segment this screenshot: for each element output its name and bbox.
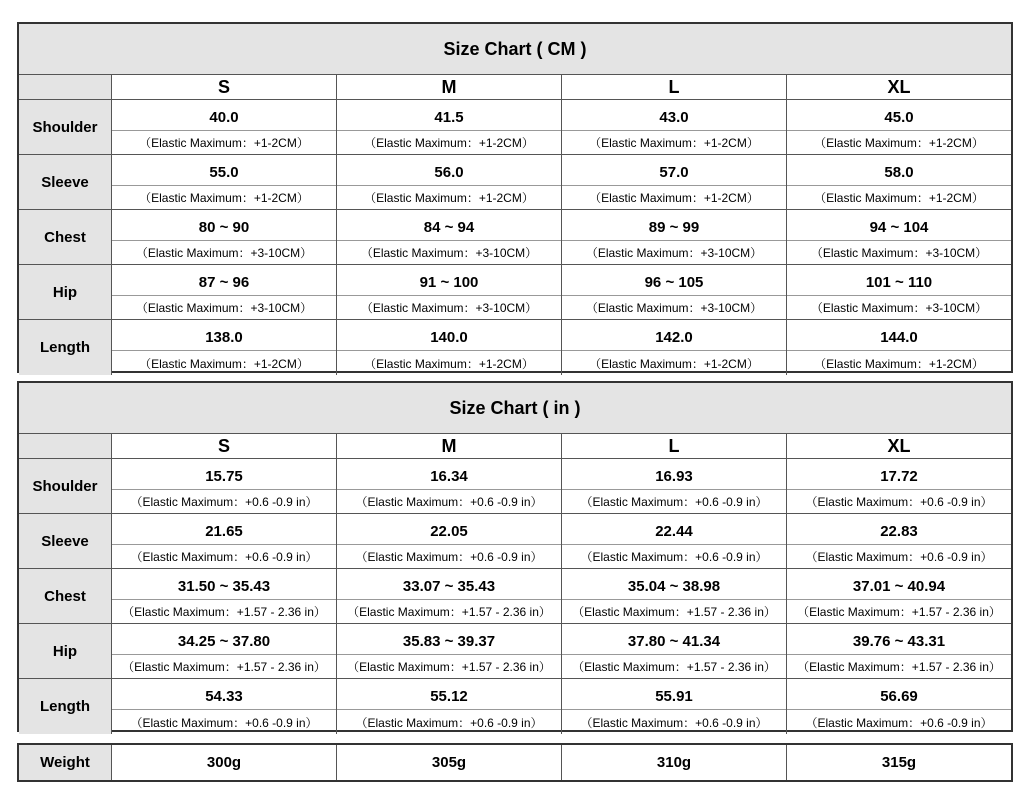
elastic-note: （Elastic Maximum：+0.6 -0.9 in） [355,495,543,509]
measurement-cell [112,679,337,734]
measurement-cell [562,459,787,513]
elastic-note: （Elastic Maximum：+0.6 -0.9 in） [355,550,543,564]
table-row [19,624,1011,679]
elastic-note: （Elastic Maximum：+1-2CM） [814,136,984,150]
measurement-cell [787,514,1011,568]
size-header-s: S [112,434,337,458]
elastic-note: （Elastic Maximum：+1-2CM） [589,136,759,150]
measurement-value: 144.0 [787,320,1011,351]
size-chart-in-table [17,381,1013,732]
measurement-cell [562,155,787,209]
row-label: Length [19,679,112,734]
measurement-cell [337,320,562,375]
measurement-value: 56.69 [787,679,1011,710]
measurement-value: 15.75 [112,459,336,490]
measurement-cell [112,320,337,375]
measurement-value: 37.80 ~ 41.34 [562,624,786,655]
measurement-value: 35.04 ~ 38.98 [562,569,786,600]
row-label: Shoulder [19,100,112,154]
elastic-note: （Elastic Maximum：+3-10CM） [360,301,538,315]
measurement-cell [562,569,787,623]
measurement-cell [562,679,787,734]
elastic-note: （Elastic Maximum：+3-10CM） [135,301,313,315]
table-row [19,100,1011,155]
elastic-note: （Elastic Maximum：+0.6 -0.9 in） [580,495,768,509]
measurement-value: 34.25 ~ 37.80 [112,624,336,655]
elastic-note: （Elastic Maximum：+3-10CM） [135,246,313,260]
measurement-value: 40.0 [112,100,336,131]
row-label: Sleeve [19,514,112,568]
size-header-m: M [337,75,562,99]
measurement-value: 138.0 [112,320,336,351]
measurement-value: 96 ~ 105 [562,265,786,296]
measurement-value: 80 ~ 90 [112,210,336,241]
measurement-value: 33.07 ~ 35.43 [337,569,561,600]
measurement-value: 101 ~ 110 [787,265,1011,296]
measurement-value: 56.0 [337,155,561,186]
elastic-note: （Elastic Maximum：+1-2CM） [139,356,309,371]
measurement-value: 84 ~ 94 [337,210,561,241]
measurement-value: 16.93 [562,459,786,490]
elastic-note: （Elastic Maximum：+1.57 - 2.36 in） [347,605,551,619]
measurement-cell [337,265,562,319]
measurement-value: 39.76 ~ 43.31 [787,624,1011,655]
measurement-value: 43.0 [562,100,786,131]
table-row [19,679,1011,734]
elastic-note: （Elastic Maximum：+1-2CM） [814,191,984,205]
elastic-note: （Elastic Maximum：+0.6 -0.9 in） [130,715,318,730]
table-row [19,155,1011,210]
table-row [19,320,1011,375]
weight-row [19,745,1011,780]
weight-table [17,743,1013,782]
measurement-cell [787,155,1011,209]
measurement-value: 17.72 [787,459,1011,490]
measurement-cell [562,210,787,264]
elastic-note: （Elastic Maximum：+1-2CM） [139,136,309,150]
measurement-value: 41.5 [337,100,561,131]
measurement-cell [112,100,337,154]
size-header-s: S [112,75,337,99]
elastic-note: （Elastic Maximum：+1-2CM） [364,356,534,371]
elastic-note: （Elastic Maximum：+3-10CM） [585,301,763,315]
measurement-value: 55.0 [112,155,336,186]
elastic-note: （Elastic Maximum：+1-2CM） [364,136,534,150]
elastic-note: （Elastic Maximum：+1-2CM） [139,191,309,205]
size-header-row [19,434,1011,459]
measurement-cell [787,265,1011,319]
header-corner [19,75,112,99]
header-corner [19,434,112,458]
row-label: Chest [19,210,112,264]
row-label: Hip [19,624,112,678]
measurement-value: 54.33 [112,679,336,710]
elastic-note: （Elastic Maximum：+1.57 - 2.36 in） [122,605,326,619]
measurement-cell [787,569,1011,623]
measurement-cell [562,514,787,568]
measurement-cell [337,679,562,734]
measurement-value: 89 ~ 99 [562,210,786,241]
measurement-cell [337,569,562,623]
weight-value: 300g [112,745,337,780]
elastic-note: （Elastic Maximum：+1-2CM） [589,356,759,371]
size-header-m: M [337,434,562,458]
table-row [19,210,1011,265]
measurement-cell [112,459,337,513]
elastic-note: （Elastic Maximum：+1.57 - 2.36 in） [797,660,1001,674]
measurement-value: 58.0 [787,155,1011,186]
size-header-l: L [562,434,787,458]
measurement-cell [787,210,1011,264]
measurement-cell [337,624,562,678]
elastic-note: （Elastic Maximum：+0.6 -0.9 in） [580,715,768,730]
measurement-cell [787,100,1011,154]
elastic-note: （Elastic Maximum：+0.6 -0.9 in） [805,495,993,509]
elastic-note: （Elastic Maximum：+1-2CM） [364,191,534,205]
measurement-cell [112,569,337,623]
elastic-note: （Elastic Maximum：+0.6 -0.9 in） [805,715,993,730]
weight-value: 315g [881,754,917,771]
elastic-note: （Elastic Maximum：+1.57 - 2.36 in） [347,660,551,674]
measurement-cell [112,210,337,264]
size-header-xl: XL [887,76,911,97]
size-header-l: L [562,75,787,99]
measurement-cell [787,679,1011,734]
measurement-cell [787,320,1011,375]
elastic-note: （Elastic Maximum：+0.6 -0.9 in） [130,495,318,509]
measurement-cell [562,624,787,678]
elastic-note: （Elastic Maximum：+3-10CM） [360,246,538,260]
measurement-value: 142.0 [562,320,786,351]
measurement-value: 31.50 ~ 35.43 [112,569,336,600]
elastic-note: （Elastic Maximum：+1-2CM） [589,191,759,205]
row-label: Length [19,320,112,375]
measurement-cell [337,210,562,264]
measurement-cell [112,155,337,209]
measurement-value: 55.91 [562,679,786,710]
elastic-note: （Elastic Maximum：+3-10CM） [585,246,763,260]
measurement-value: 35.83 ~ 39.37 [337,624,561,655]
elastic-note: （Elastic Maximum：+1.57 - 2.36 in） [572,660,776,674]
size-chart-cm-table [17,22,1013,373]
weight-value: 305g [337,745,562,780]
measurement-value: 94 ~ 104 [787,210,1011,241]
measurement-cell [337,459,562,513]
elastic-note: （Elastic Maximum：+0.6 -0.9 in） [130,550,318,564]
measurement-value: 87 ~ 96 [112,265,336,296]
measurement-cell [787,624,1011,678]
measurement-value: 57.0 [562,155,786,186]
measurement-cell [112,624,337,678]
row-label: Shoulder [19,459,112,513]
row-label: Hip [19,265,112,319]
measurement-value: 22.44 [562,514,786,545]
elastic-note: （Elastic Maximum：+1.57 - 2.36 in） [572,605,776,619]
measurement-value: 55.12 [337,679,561,710]
elastic-note: （Elastic Maximum：+0.6 -0.9 in） [355,715,543,730]
measurement-cell [337,100,562,154]
measurement-cell [337,514,562,568]
elastic-note: （Elastic Maximum：+0.6 -0.9 in） [580,550,768,564]
row-label: Chest [19,569,112,623]
measurement-cell [562,265,787,319]
table-row [19,569,1011,624]
measurement-cell [112,265,337,319]
weight-label: Weight [19,745,112,780]
table-title: Size Chart ( in ) [19,383,1011,434]
table-row [19,459,1011,514]
measurement-cell [337,155,562,209]
elastic-note: （Elastic Maximum：+1.57 - 2.36 in） [122,660,326,674]
measurement-cell [562,320,787,375]
elastic-note: （Elastic Maximum：+1.57 - 2.36 in） [797,605,1001,619]
measurement-cell [787,459,1011,513]
measurement-cell [112,514,337,568]
measurement-value: 91 ~ 100 [337,265,561,296]
measurement-value: 22.83 [787,514,1011,545]
measurement-cell [562,100,787,154]
measurement-value: 16.34 [337,459,561,490]
measurement-value: 45.0 [787,100,1011,131]
elastic-note: （Elastic Maximum：+0.6 -0.9 in） [805,550,993,564]
measurement-value: 37.01 ~ 40.94 [787,569,1011,600]
elastic-note: （Elastic Maximum：+3-10CM） [810,301,988,315]
measurement-value: 140.0 [337,320,561,351]
measurement-value: 21.65 [112,514,336,545]
row-label: Sleeve [19,155,112,209]
table-title: Size Chart ( CM ) [19,24,1011,75]
weight-value: 310g [562,745,787,780]
size-header-xl: XL [887,435,911,456]
table-row [19,514,1011,569]
size-header-row [19,75,1011,100]
elastic-note: （Elastic Maximum：+1-2CM） [814,356,984,371]
table-row [19,265,1011,320]
measurement-value: 22.05 [337,514,561,545]
elastic-note: （Elastic Maximum：+3-10CM） [810,246,988,260]
